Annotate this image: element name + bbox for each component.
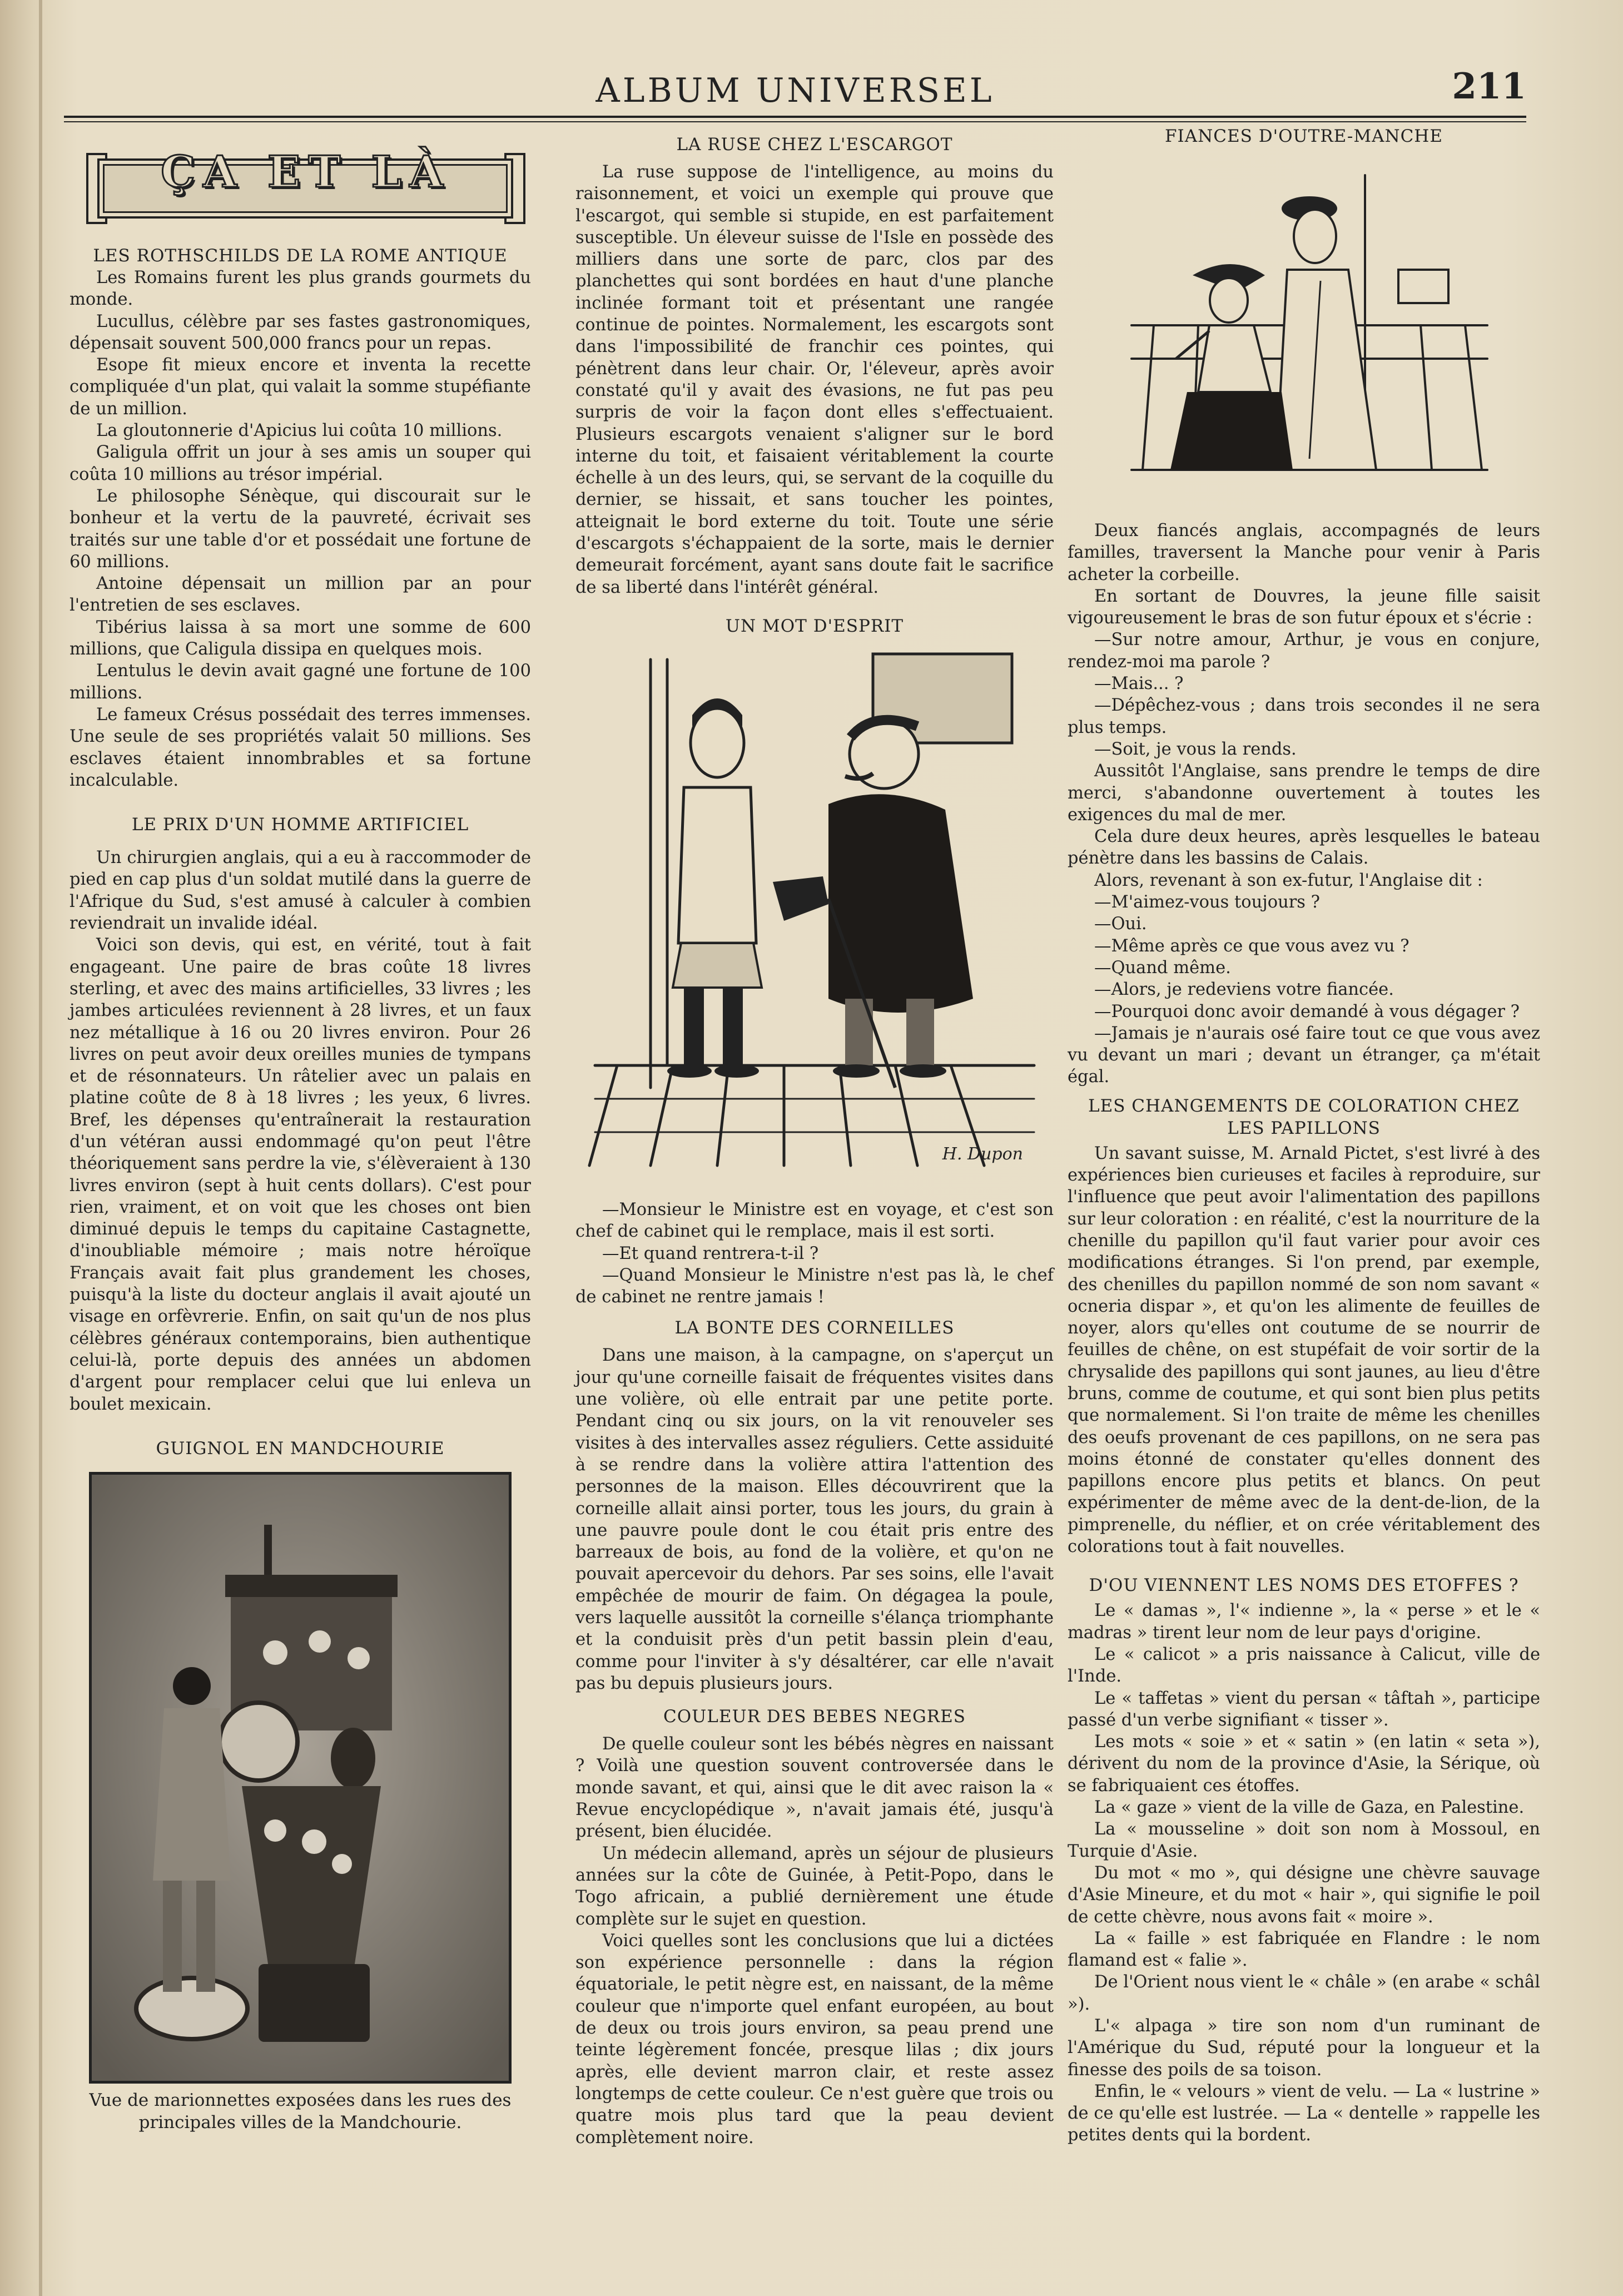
paragraph: La « faille » est fabriquée en Flandre : le nom flamand est « falie ». (1068, 1928, 1540, 1971)
cartoon-figure (584, 643, 1045, 1177)
puppet-photo (89, 1472, 512, 2084)
column-middle (575, 133, 1054, 2149)
photo-caption: Vue de marionnettes exposées dans les rues des principales villes de la Mandchourie. (89, 2090, 512, 2133)
paragraph: Le fameux Crésus possédait des terres immenses. Une seule de ses propriétés valait 50 millions. Ses esclaves étaient innombrables et sa fortune incalculable. (70, 705, 531, 790)
paragraph: —Dépêchez-vous ; dans trois secondes il ne sera plus temps. (1068, 696, 1540, 737)
photo-figure (70, 1472, 531, 2134)
section-banner (86, 133, 525, 217)
article-body (575, 161, 1054, 598)
paragraph: Voici quelles sont les conclusions que lui a dictées son expérience personnelle : dans la région équatoriale, le petit nègre est, en naissant, de la même couleur que n'importe quel enfant européen, au bout de deux ou trois jours environ, sa peau prend une teinte légèrement foncée, presque lilas ; dix jours après, elle devient marron clair, et reste assez longtemps de cette couleur. Ce n'est guère que trois ou quatre mois plus tard que la peau devient complètement noire. (575, 1931, 1054, 2148)
paragraph: —M'aimez-vous toujours ? (1094, 892, 1320, 913)
header-rule (64, 116, 1526, 122)
paragraph: —Alors, je redeviens votre fiancée. (1094, 980, 1394, 1000)
paragraph: Aussitôt l'Anglaise, sans prendre le temps de dire merci, s'abandonne ouvertement à toutes les exigences du mal de mer. (1068, 761, 1540, 825)
paragraph: —Soit, je vous la rends. (1094, 739, 1297, 759)
paragraph: Tibérius laissa à sa mort une somme de 600 millions, que Caligula dissipa en quelques mois. (70, 617, 531, 659)
article-title: LE PRIX D'UN HOMME ARTIFICIEL (131, 815, 469, 835)
paragraph: Voici son devis, qui est, en vérité, tout à fait engageant. Une paire de bras coûte 18 livres sterling, et avec des mains artificielles, 33 livres ; les jambes articulées reviennent à 28 livres, et un faux nez métallique à 16 ou 20 livres environ. Pour 26 livres on peut avoir deux oreilles munies de tympans et de résonnateurs. Un râtelier avec un palais en platine coûte de 8 à 18 livres ; les yeux, 6 livres. Bref, les dépenses qu'entraînerait la restauration d'un vétéran aussi endommagé qu'on peut l'être théoriquement sans perdre la vie, s'élèveraient à 130 livres environ (sept à huit cents dollars). C'est pour rien, vraiment, et on voit que les choses ont bien diminué depuis le temps du capitaine Castagnette, d'inoubliable mémoire ; mais notre héroïque Français avait fait plus grandement les choses, puisqu'à la liste du docteur anglais il avait ajouté un visage en orfèvrerie. Enfin, on sait qu'un de nos plus célèbres généraux contemporains, bien authentique celui-là, porte depuis des années un abdomen d'argent pour remplacer celui que lui enleva un boulet mexicain. (70, 935, 531, 1414)
article-body (70, 847, 531, 1415)
paragraph: Les mots « soie » et « satin » (en latin « seta »), dérivent du nom de la province d'Asie, la Sérique, où se fabriquaient ces étoffes. (1068, 1732, 1540, 1796)
paragraph: Enfin, le « velours » vient de velu. — La « lustrine » de ce qu'elle est lustrée. — La « dentelle » rappelle les petites dents qui la bordent. (1068, 2081, 1540, 2145)
article-body (1068, 1600, 1540, 2146)
paragraph: L'« alpaga » tire son nom d'un ruminant de l'Amérique du Sud, réputé pour la longueur et la finesse des poils de sa toison. (1068, 2016, 1540, 2080)
journal-title: ALBUM UNIVERSEL (595, 71, 995, 110)
paragraph: Le « calicot » a pris naissance à Calicut, ville de l'Inde. (1068, 1644, 1540, 1687)
article-title: GUIGNOL EN MANDCHOURIE (156, 1438, 445, 1459)
paragraph: Un médecin allemand, après un séjour de plusieurs années sur la côte de Guinée, à Petit-Popo, dans le Togo africain, a publié dernièrement une étude complète sur le sujet en question. (575, 1843, 1054, 1929)
paragraph: —Quand même. (1094, 958, 1231, 978)
paragraph: La « gaze » vient de la ville de Gaza, en Palestine. (1094, 1798, 1525, 1818)
paragraph: La « mousseline » doit son nom à Mossoul, en Turquie d'Asie. (1068, 1819, 1540, 1861)
paragraph: Alors, revenant à son ex-futur, l'Anglaise dit : (1094, 870, 1483, 890)
article-title: UN MOT D'ESPRIT (725, 616, 904, 636)
minister-cartoon-illustration (584, 643, 1045, 1177)
article-body (575, 1345, 1054, 1694)
paragraph: Deux fiancés anglais, accompagnés de leurs familles, traversent la Manche pour venir à Paris acheter la corbeille. (1068, 521, 1540, 584)
paragraph: De quelle couleur sont les bébés nègres en naissant ? Voilà une question souvent controversée dans le monde savant, et qui, ainsi que le dit avec raison la « Revue encyclopédique », n'avait jamais été, jusqu'à présent, bien élucidée. (575, 1734, 1054, 1842)
paragraph: Un savant suisse, M. Arnald Pictet, s'est livré à des expériences bien curieuses et faciles à reproduire, sur l'influence que peut avoir l'alimentation des papillons sur leur coloration : en réalité, c'est la nourriture de la chenille du papillon qu'il faut varier pour avoir ces modifications étranges. Si l'on prend, par exemple, des chenilles du papillon nommé de son nom savant « ocneria dispar », et qu'on les alimente de feuilles de noyer, alors qu'elles ont coutume de se nourrir de feuilles de chêne, on est stupéfait de voir sortir de la chrysalide des papillons qui sont jaunes, au lieu d'être bruns, comme de coutume, et qui sont bien plus petits que normalement. Si l'on traite de même les chenilles des oeufs provenant de ces papillons, on ne sera pas moins étonné de constater qu'elles donnent des papillons encore plus petits et blancs. On peut expérimenter de même avec de la dent-de-lion, de la pimprenelle, du néflier, et on crée véritablement des colorations tout à fait nouvelles. (1068, 1143, 1540, 1557)
paragraph: Cela dure deux heures, après lesquelles le bateau pénètre dans les bassins de Calais. (1068, 827, 1540, 869)
article-body (1068, 520, 1540, 1088)
article-body (575, 1199, 1054, 1308)
column-left (70, 133, 531, 2141)
paragraph: —Oui. (1094, 914, 1147, 934)
puppet-illustration (92, 1475, 509, 2081)
paragraph: Dans une maison, à la campagne, on s'aperçut un jour qu'une corneille faisait de fréquentes visites dans une volière, où elle entrait par une petite porte. Pendant cinq ou six jours, on la vit renouveler ses visites à des intervalles assez réguliers. Cette assiduité à se rendre dans la volière attira l'attention des personnes de la maison. Elles découvrirent que la corneille allait ainsi porter, tous les jours, du grain à une pauvre poule dont le cou était pris entre des barreaux de bois, au fond de la volière, et qu'on ne pouvait apercevoir du dehors. Par ses soins, elle l'avait empêchée de mourir de faim. On dégagea la poule, vers laquelle aussitôt la corneille s'élança triomphante et la conduisit près d'un petit bassin plein d'eau, comme pour l'inviter à s'y désaltérer, car elle n'avait pas bu depuis plusieurs jours. (575, 1346, 1054, 1693)
cartoon-signature: H. Dupon (942, 1144, 1023, 1164)
page-fold-shadow (39, 0, 42, 2296)
paragraph: Les Romains furent les plus grands gourmets du monde. (70, 268, 531, 310)
paragraph: Le « damas », l'« indienne », la « perse » et le « madras » tirent leur nom de leur pays d'origine. (1068, 1601, 1540, 1643)
paragraph: —Même après ce que vous avez vu ? (1094, 936, 1409, 956)
article-title: FIANCES D'OUTRE-MANCHE (1165, 126, 1443, 146)
article-title: LA RUSE CHEZ L'ESCARGOT (676, 135, 953, 155)
paragraph: Lentulus le devin avait gagné une fortune de 100 millions. (70, 661, 531, 703)
paragraph: Le « taffetas » vient du persan « tâftah », participe passé d'un verbe signifiant « tisser ». (1068, 1688, 1540, 1730)
couple-sketch-illustration (1109, 158, 1498, 503)
article-title: LES CHANGEMENTS DE COLORATION CHEZ LES PAPILLONS (1088, 1095, 1520, 1138)
article-title: LA BONTE DES CORNEILLES (674, 1318, 955, 1338)
paragraph: La gloutonnerie d'Apicius lui coûta 10 millions. (96, 421, 503, 441)
paragraph: La ruse suppose de l'intelligence, au moins du raisonnement, et voici un exemple qui prouve que l'escargot, qui semble si stupide, en est parfaitement susceptible. Un éleveur suisse de l'Isle en possède des milliers dans une sorte de parc, clos par des planchettes qui sont bordées en haut d'une planche inclinée formant toit et présentant une rangée continue de pointes. Normalement, les escargots sont dans l'impossibilité de franchir ces pointes, qui pénètrent dans leur chair. Or, l'éleveur, après avoir constaté qu'il y avait des évasions, ne fut pas peu surpris de voir la façon dont elles s'effectuaient. Plusieurs escargots venaient s'aligner sur le bord interne du toit, et faisaient véritablement la courte échelle à un des leurs, qui, se servant de la coquille du dernier, se hissait, et sans toucher les pointes, atteignait le bord externe du toit. Toute une série d'escargots s'échappaient de la sorte, mais le dernier demeurait forcément, ayant sans doute fait le sacrifice de sa liberté dans l'intérêt général. (575, 162, 1054, 597)
paragraph: Esope fit mieux encore et inventa la recette compliquée d'un plat, qui valait la somme stupéfiante de un million. (70, 355, 531, 419)
article-title: LES ROTHSCHILDS DE LA ROME ANTIQUE (93, 246, 508, 266)
paragraph: —Pourquoi donc avoir demandé à vous dégager ? (1094, 1001, 1520, 1021)
article-body (1068, 1143, 1540, 1558)
couple-sketch-figure (1109, 158, 1498, 503)
column-right (1068, 125, 1540, 2146)
paragraph: En sortant de Douvres, la jeune fille saisit vigoureusement le bras de son futur époux et s'écrie : (1068, 586, 1540, 628)
paragraph: Galigula offrit un jour à ses amis un souper qui coûta 10 millions au trésor impérial. (70, 443, 531, 484)
paragraph: De l'Orient nous vient le « châle » (en arabe « schâl »). (1068, 1972, 1540, 2014)
paragraph: —Quand Monsieur le Ministre n'est pas là, le chef de cabinet ne rentre jamais ! (575, 1265, 1054, 1307)
article-title: COULEUR DES BEBES NEGRES (663, 1707, 966, 1727)
paragraph: —Sur notre amour, Arthur, je vous en conjure, rendez-moi ma parole ? (1068, 630, 1540, 672)
banner-title: ÇA ET LÀ (161, 147, 451, 197)
article-body (575, 1733, 1054, 2149)
paragraph: Du mot « mo », qui désigne une chèvre sauvage d'Asie Mineure, et du mot « hair », qui signifie le poil de cette chèvre, nous avons fait « moire ». (1068, 1863, 1540, 1927)
paragraph: —Monsieur le Ministre est en voyage, et c'est son chef de cabinet qui le remplace, mais il est sorti. (575, 1199, 1054, 1242)
article-body (70, 267, 531, 791)
page-number: 211 (1452, 66, 1526, 107)
paragraph: Lucullus, célèbre par ses fastes gastronomiques, dépensait souvent 500,000 francs pour un repas. (70, 311, 531, 353)
page-header (64, 66, 1526, 116)
paragraph: —Jamais je n'aurais osé faire tout ce que vous avez vu devant un mari ; devant un étranger, ça m'était égal. (1068, 1023, 1540, 1087)
paragraph: Le philosophe Sénèque, qui discourait sur le bonheur et la vertu de la pauvreté, écrivait ses traités sur une table d'or et possédait une fortune de 60 millions. (70, 486, 531, 572)
paragraph: Un chirurgien anglais, qui a eu à raccommoder de pied en cap plus d'un soldat mutilé dans la guerre de l'Afrique du Sud, s'est amusé à calculer à combien reviendrait un invalide idéal. (70, 848, 531, 934)
paragraph: —Et quand rentrera-t-il ? (602, 1243, 819, 1263)
paragraph: Antoine dépensait un million par an pour l'entretien de ses esclaves. (70, 574, 531, 616)
paragraph: —Mais... ? (1094, 674, 1184, 694)
article-title: D'OU VIENNENT LES NOMS DES ETOFFES ? (1089, 1575, 1519, 1596)
